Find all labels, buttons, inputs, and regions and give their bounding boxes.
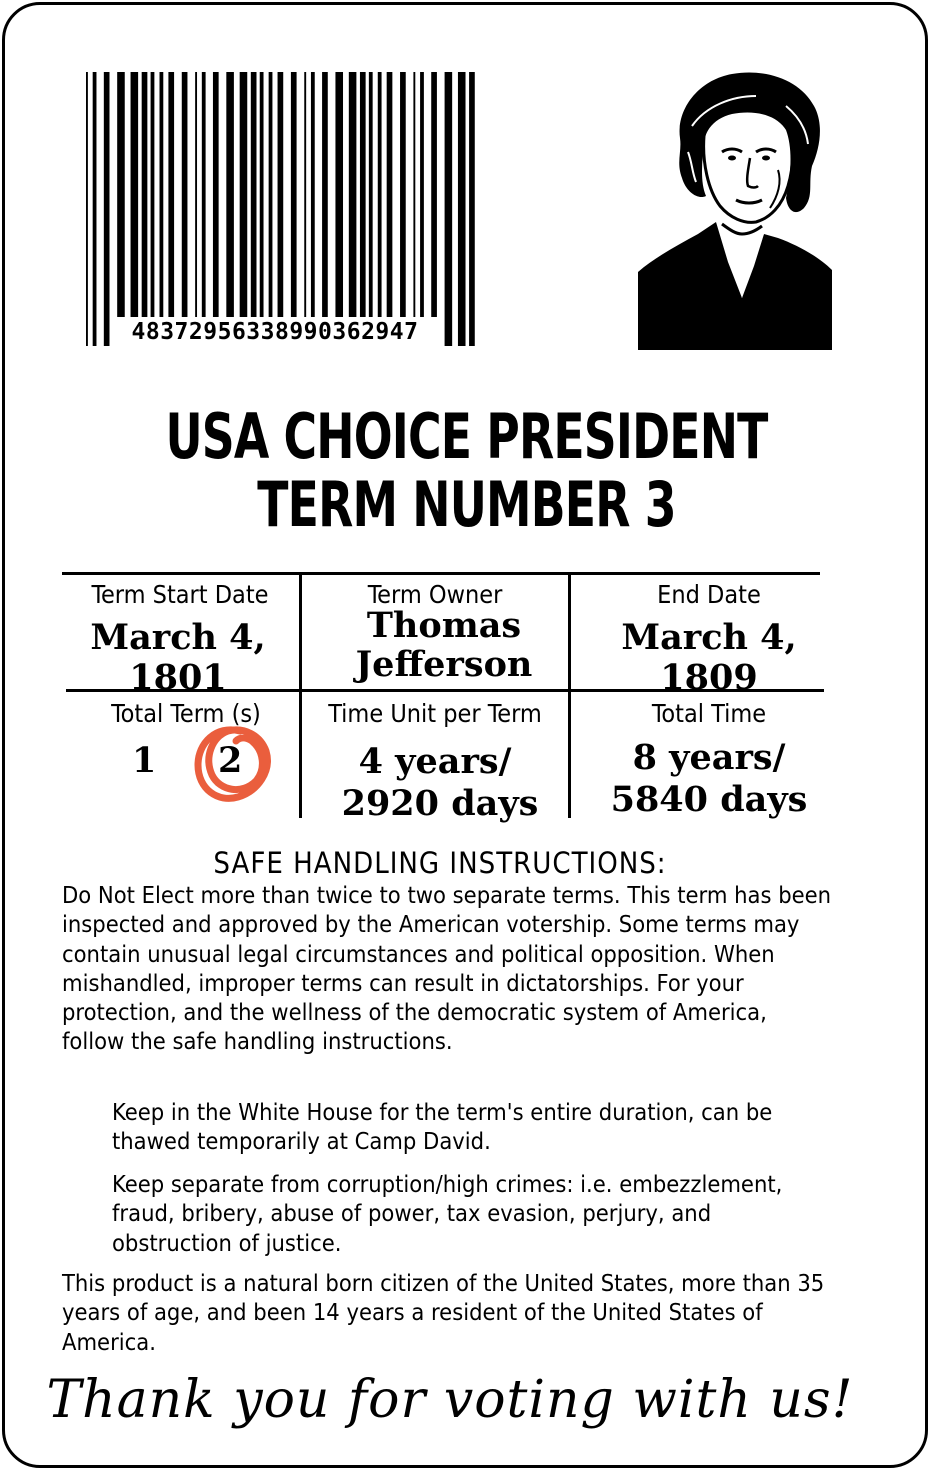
total-time-days: 5840 days <box>610 779 808 820</box>
barcode-bar <box>151 72 155 346</box>
barcode-bar <box>117 72 125 346</box>
total-terms-option-2[interactable]: 2 <box>218 740 243 781</box>
barcode-bar <box>240 72 248 346</box>
barcode-bar <box>311 72 315 346</box>
total-time-label: Total Time <box>651 699 767 728</box>
end-date-label: End Date <box>657 580 761 609</box>
thank-you-message: Thank you for voting with us! <box>46 1370 854 1430</box>
barcode-bar <box>360 72 366 346</box>
barcode-bar <box>469 72 475 346</box>
barcode-bar <box>291 72 297 346</box>
barcode-bar <box>202 72 206 346</box>
barcode-number: 48372956338990362947 <box>112 317 438 347</box>
barcode-bar <box>431 72 437 346</box>
selection-circle-mark <box>188 717 278 807</box>
barcode-bar <box>269 72 273 346</box>
barcode-bar <box>349 72 357 346</box>
title-line-1: USA CHOICE PRESIDENT <box>165 400 768 473</box>
citizenship-paragraph: This product is a natural born citizen of the United States, more than 35 years of age, and been 14 years a resident of the United States of America. <box>62 1269 825 1356</box>
total-terms-label: Total Term (s) <box>111 699 261 728</box>
barcode-bar <box>104 72 110 346</box>
term-start-label: Term Start Date <box>91 580 269 609</box>
barcode-bar <box>413 72 415 346</box>
table-top-rule <box>62 572 820 575</box>
total-terms-option-1[interactable]: 1 <box>132 740 157 781</box>
barcode-bar <box>195 72 197 346</box>
barcode-bar <box>131 72 139 346</box>
end-date-value: March 4, 1809 <box>621 617 797 698</box>
instructions-bullet-2: Keep separate from corruption/high crimes: i.e. embezzlement, fraud, bribery, abuse of power, tax evasion, perjury, and obstruction of justice. <box>112 1170 783 1257</box>
barcode-bar <box>142 72 148 346</box>
barcode-bar <box>226 72 234 346</box>
safe-handling-heading: SAFE HANDLING INSTRUCTIONS: <box>213 846 667 880</box>
barcode-bar <box>168 72 174 346</box>
barcode-bar <box>182 72 188 346</box>
term-owner-first-name: Thomas <box>366 605 522 646</box>
barcode-bar <box>260 72 264 346</box>
barcode-bar <box>322 72 328 346</box>
barcode-bar <box>93 72 97 346</box>
barcode-bar <box>458 72 466 346</box>
barcode-bar <box>387 72 393 346</box>
barcode-bar <box>160 72 164 346</box>
term-start-value: March 4, 1801 <box>90 617 266 698</box>
barcode-bar <box>213 72 219 346</box>
barcode-bar <box>420 72 424 346</box>
barcode-bar <box>378 72 382 346</box>
time-unit-years: 4 years/ <box>358 741 512 782</box>
term-owner-last-name: Jefferson <box>355 644 533 685</box>
title-line-2: TERM NUMBER 3 <box>257 468 676 541</box>
barcode-bar <box>335 72 343 346</box>
time-unit-days: 2920 days <box>341 783 539 824</box>
time-unit-label: Time Unit per Term <box>328 699 542 728</box>
barcode-bar <box>400 72 406 346</box>
instructions-bullet-1: Keep in the White House for the term's entire duration, can be thawed temporarily at Camp David. <box>112 1098 773 1156</box>
barcode-bar <box>278 72 284 346</box>
barcode-bar <box>86 72 88 346</box>
portrait-image <box>636 66 834 350</box>
total-time-years: 8 years/ <box>632 737 786 778</box>
barcode-bars <box>86 72 478 346</box>
instructions-main-paragraph: Do Not Elect more than twice to two separate terms. This term has been inspected and approved by the American votership. Some terms may contain unusual legal circumstances and political opposition. When mishandled, improper terms can result in dictatorships. For your protection, and the wellness of the democratic system of America, follow the safe handling instructions. <box>62 881 832 1056</box>
barcode <box>86 72 478 346</box>
barcode-bar <box>369 72 373 346</box>
barcode-bar <box>304 72 306 346</box>
term-owner-label: Term Owner <box>367 580 503 609</box>
barcode-bar <box>445 72 453 346</box>
barcode-bar <box>251 72 257 346</box>
